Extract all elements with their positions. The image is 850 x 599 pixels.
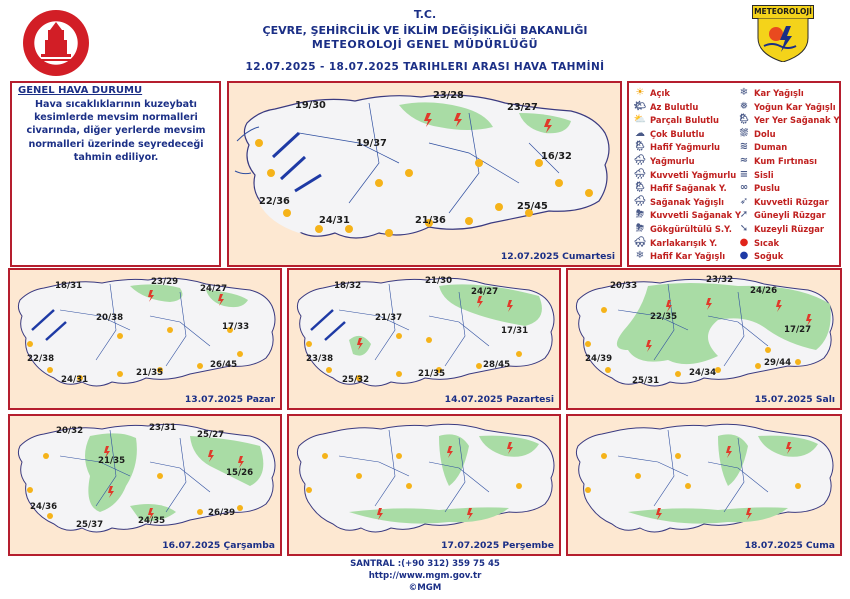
strong-wind-icon: ➶ (739, 195, 749, 207)
forecast-map-day-2 (8, 268, 282, 410)
forecast-map-day-6 (287, 414, 561, 556)
forecast-map-day-5 (8, 414, 282, 556)
legend-label: Çok Bulutlu (650, 128, 705, 139)
turkey-map-day-6 (289, 416, 559, 554)
temp-label: 23/38 (306, 354, 334, 364)
temp-label: 25/27 (197, 430, 225, 440)
temp-label: 18/31 (55, 281, 83, 291)
temp-label: 23/31 (149, 423, 177, 433)
hot-icon: ● (739, 236, 749, 248)
temp-label: 23/27 (507, 102, 538, 113)
partly-cloudy-icon: ⛅ (633, 114, 647, 126)
legend-label: Hafif Kar Yağışlı (650, 251, 726, 262)
turkey-map-day-1 (229, 83, 620, 265)
snow-icon: ❄ (739, 87, 749, 98)
legend-label: Hafif Sağanak Y. (650, 183, 727, 194)
temp-label: 24/39 (585, 354, 613, 364)
temp-label: 21/36 (415, 215, 446, 226)
south-wind-icon: ➚ (739, 209, 749, 221)
turkey-map-day-7 (568, 416, 840, 554)
temp-label: 28/45 (483, 360, 511, 370)
temp-label: 25/31 (632, 376, 660, 386)
legend-label: Gökgürültülü S.Y. (650, 224, 732, 234)
temp-label: 23/28 (433, 90, 464, 101)
legend-label: Soğuk (754, 251, 784, 262)
temp-label: 21/35 (98, 456, 126, 466)
legend-label: Puslu (754, 183, 780, 194)
footer-copyright: ©MGM (408, 583, 442, 593)
forecast-title: 12.07.2025 - 18.07.2025 TARIHLERI ARASI HAVA TAHMİNİ (245, 61, 605, 73)
temp-label: 17/27 (784, 325, 812, 335)
map-date-day-3: 14.07.2025 Pazartesi (444, 394, 554, 405)
few-clouds-icon: 🌤 (633, 100, 647, 112)
ministry-name: ÇEVRE, ŞEHİRCİLİK VE İKLİM DEĞİŞİKLİĞİ BAKANLIĞI (262, 24, 588, 37)
temp-label: 23/32 (706, 275, 734, 285)
map-date-day-6: 17.07.2025 Perşembe (441, 540, 554, 551)
temp-label: 16/32 (541, 151, 572, 162)
heavy-snow-icon: ❅ (739, 100, 749, 112)
legend-label: Parçalı Bulutlu (650, 115, 719, 126)
sleet-icon: 🌨 (633, 236, 647, 248)
scattered-showers-icon: 🌦 (737, 114, 751, 126)
forecast-map-day-1 (227, 81, 622, 267)
map-date-day-2: 13.07.2025 Pazar (184, 394, 275, 405)
mgm-logo (752, 5, 814, 61)
legend-label: Kuzeyli Rüzgar (754, 224, 825, 234)
hail-icon: ⛆ (740, 127, 748, 139)
temp-label: 18/32 (334, 281, 362, 291)
temp-label: 24/31 (319, 215, 350, 226)
legend-label: Kuvvetli Yağmurlu (650, 169, 737, 180)
forecast-map-day-7 (566, 414, 842, 556)
turkey-map-day-3 (289, 270, 559, 408)
turkey-map-day-5 (10, 416, 280, 554)
temp-label: 24/26 (750, 286, 778, 296)
temp-label: 25/45 (517, 201, 548, 212)
temp-label: 24/34 (689, 368, 717, 378)
temp-label: 26/45 (210, 360, 238, 370)
footer-phone: SANTRAL :(+90 312) 359 75 45 (350, 559, 500, 569)
legend-label: Yağmurlu (650, 156, 695, 166)
legend-label: Güneyli Rüzgar (754, 210, 826, 221)
light-snow-icon: ❄ (635, 250, 645, 262)
mgm-logo-text: METEOROLOJİ (752, 5, 814, 19)
rain-icon: 🌧 (633, 155, 647, 166)
heavy-shower-icon: ⛈ (636, 209, 644, 221)
header (0, 0, 850, 80)
cold-icon: ● (739, 250, 749, 262)
turkey-map-day-4 (568, 270, 840, 408)
light-shower-icon: 🌦 (633, 182, 647, 194)
sun-icon: ☀ (635, 87, 645, 98)
temp-label: 24/27 (471, 287, 499, 297)
temp-label: 24/35 (138, 516, 166, 526)
haze-icon: ∞ (739, 182, 749, 194)
forecast-map-day-3 (287, 268, 561, 410)
temp-label: 25/37 (76, 520, 104, 530)
legend-label: Hafif Yağmurlu (650, 142, 721, 153)
legend-label: Kar Yağışlı (754, 88, 804, 98)
thunderstorm-icon: ⛈ (636, 223, 644, 234)
temp-label: 21/37 (375, 313, 403, 323)
map-date-day-1: 12.07.2025 Cumartesi (500, 251, 615, 262)
temp-label: 22/38 (27, 354, 55, 364)
temp-label: 19/30 (295, 100, 326, 111)
forecast-map-day-4 (566, 268, 842, 410)
general-weather-title: GENEL HAVA DURUMU (18, 85, 143, 96)
temp-label: 22/36 (259, 196, 290, 207)
legend-label: Açık (650, 88, 670, 98)
sandstorm-icon: ≈ (739, 155, 749, 166)
temp-label: 15/26 (226, 468, 254, 478)
temp-label: 19/37 (356, 138, 387, 149)
legend-panel (627, 81, 841, 267)
temp-label: 21/35 (418, 369, 446, 379)
temp-label: 23/29 (151, 277, 179, 287)
legend-label: Dolu (754, 128, 776, 139)
temp-label: 21/35 (136, 368, 164, 378)
legend-label: Sağanak Yağışlı (650, 196, 724, 207)
map-date-day-7: 18.07.2025 Cuma (744, 540, 835, 551)
temp-label: 26/39 (208, 508, 236, 518)
general-weather-text: Hava sıcaklıklarının kuzeybatı kesimlerde mevsim normalleri civarında, diğer yerlerde mevsim normalleri üzerinde seyredeceği tahmin ediliyor. (26, 99, 206, 163)
mgm-shield-icon (752, 18, 814, 62)
legend-label: Kum Fırtınası (754, 156, 818, 166)
legend-label: Yoğun Kar Yağışlı (754, 101, 836, 112)
legend-label: Kuvvetli Sağanak Y (650, 210, 742, 221)
legend-label: Duman (754, 142, 788, 153)
general-weather-panel (10, 81, 221, 267)
shower-icon: 🌧 (633, 195, 647, 207)
turkey-map-day-2 (10, 270, 280, 408)
temp-label: 22/35 (650, 312, 678, 322)
fog-icon: ≡ (739, 168, 749, 180)
legend-label: Az Bulutlu (650, 101, 699, 112)
map-date-day-5: 16.07.2025 Çarşamba (162, 540, 275, 551)
temp-label: 20/38 (96, 313, 124, 323)
temp-label: 17/31 (501, 326, 529, 336)
header-tc: T.C. (413, 8, 437, 21)
temp-label: 17/33 (222, 322, 250, 332)
cloudy-icon: ☁ (635, 127, 645, 139)
temp-label: 29/44 (764, 358, 792, 368)
legend-label: Sisli (754, 169, 774, 180)
temp-label: 24/36 (30, 502, 58, 512)
heavy-rain-icon: 🌧 (633, 168, 647, 180)
temp-label: 24/27 (200, 284, 228, 294)
light-rain-icon: 🌦 (633, 141, 647, 153)
legend-label: Karlakarışık Y. (650, 237, 718, 248)
temp-label: 20/32 (56, 426, 84, 436)
legend-label: Kuvvetli Rüzgar (754, 196, 829, 207)
smoke-icon: ≋ (739, 141, 749, 153)
map-date-day-4: 15.07.2025 Salı (754, 394, 835, 405)
temp-label: 24/31 (61, 375, 89, 385)
temp-label: 25/32 (342, 375, 370, 385)
legend-label: Sıcak (754, 237, 780, 248)
department-name: METEOROLOJİ GENEL MÜDÜRLÜĞÜ (311, 38, 539, 51)
north-wind-icon: ➘ (739, 223, 749, 234)
temp-label: 21/30 (425, 276, 453, 286)
footer-website-link[interactable]: http://www.mgm.gov.tr (368, 571, 482, 581)
legend-label: Yer Yer Sağanak Y. (754, 115, 842, 126)
temp-label: 20/33 (610, 281, 638, 291)
